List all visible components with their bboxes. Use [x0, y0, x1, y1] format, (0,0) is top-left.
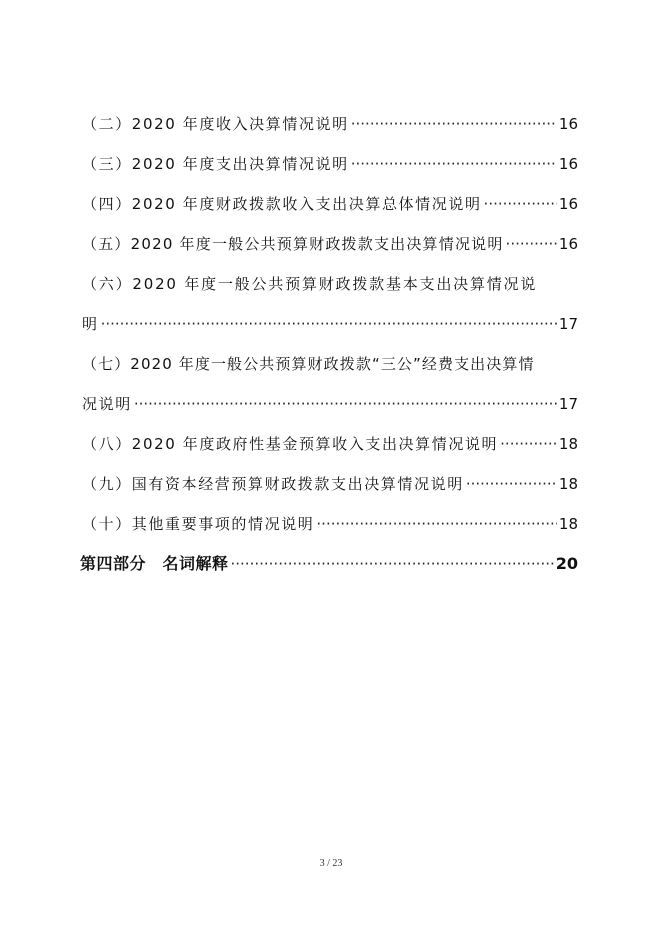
toc-page-number: 20 — [555, 554, 578, 573]
toc-page-number: 17 — [558, 395, 578, 413]
toc-entry-6-line1[interactable] — [82, 264, 578, 304]
toc-leader-dots — [500, 424, 557, 464]
toc-entry-title: 第四部分 名词解释 — [80, 554, 229, 573]
toc-entry-title: （七）2020 年度一般公共预算财政拨款“三公”经费支出决算情 — [82, 355, 535, 373]
toc-entry-5[interactable] — [82, 224, 578, 264]
toc-entry-7-line1[interactable] — [82, 344, 578, 384]
toc-entry-3[interactable] — [82, 144, 578, 184]
toc-leader-dots — [101, 304, 557, 344]
toc-entry-title: （三）2020 年度支出决算情况说明 — [82, 155, 349, 173]
toc-entry-title-cont: 明 — [82, 315, 99, 333]
toc-leader-dots — [351, 144, 557, 184]
toc-entry-title: （五）2020 年度一般公共预算财政拨款支出决算情况说明 — [82, 235, 504, 253]
toc-leader-dots — [134, 384, 557, 424]
toc-page-number: 18 — [558, 515, 578, 533]
toc-entry-10[interactable] — [82, 504, 578, 544]
toc-leader-dots — [351, 104, 557, 144]
toc-leader-dots — [316, 504, 557, 544]
table-of-contents — [82, 104, 578, 584]
toc-page-number: 16 — [558, 235, 578, 253]
toc-entry-title: （九）国有资本经营预算财政拨款支出决算情况说明 — [82, 475, 464, 493]
page-indicator: 3 / 23 — [319, 858, 343, 869]
toc-entry-4[interactable] — [82, 184, 578, 224]
toc-page-number: 18 — [558, 435, 578, 453]
toc-entry-2[interactable] — [82, 104, 578, 144]
toc-leader-dots — [231, 544, 554, 584]
toc-leader-dots — [484, 184, 557, 224]
toc-entry-6-line2[interactable] — [82, 304, 578, 344]
toc-leader-dots — [506, 224, 557, 264]
toc-entry-title-cont: 况说明 — [82, 395, 132, 413]
toc-page-number: 16 — [558, 115, 578, 133]
toc-entry-title: （四）2020 年度财政拨款收入支出决算总体情况说明 — [82, 195, 482, 213]
toc-page-number: 16 — [558, 195, 578, 213]
toc-page-number: 17 — [558, 315, 578, 333]
toc-entry-title: （十）其他重要事项的情况说明 — [82, 515, 315, 533]
toc-page-number: 16 — [558, 155, 578, 173]
toc-entry-title: （八）2020 年度政府性基金预算收入支出决算情况说明 — [82, 435, 499, 453]
toc-entry-title: （六）2020 年度一般公共预算财政拨款基本支出决算情况说 — [82, 275, 538, 293]
toc-entry-9[interactable] — [82, 464, 578, 504]
toc-entry-7-line2[interactable] — [82, 384, 578, 424]
toc-page-number: 18 — [558, 475, 578, 493]
toc-entry-8[interactable] — [82, 424, 578, 464]
toc-entry-part-4[interactable] — [80, 544, 578, 584]
toc-entry-title: （二）2020 年度收入决算情况说明 — [82, 115, 349, 133]
toc-leader-dots — [466, 464, 557, 504]
